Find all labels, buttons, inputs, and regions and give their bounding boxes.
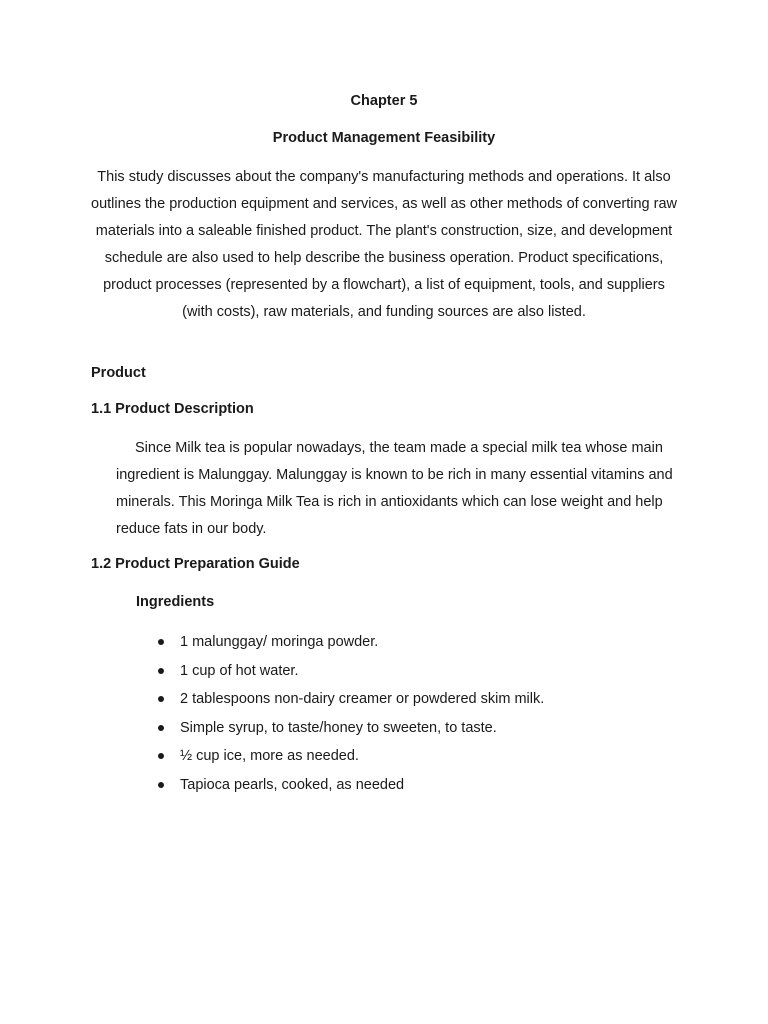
bullet-icon [158,753,164,759]
bullet-icon [158,668,164,674]
bullet-icon [158,639,164,645]
bullet-icon [158,696,164,702]
list-item [156,657,544,686]
bullet-icon [158,725,164,731]
list-item [156,685,544,714]
subsection-heading-preparation-guide: 1.2 Product Preparation Guide [91,556,300,572]
ingredient-text: Tapioca pearls, cooked, as needed [180,776,405,793]
ingredient-text: Simple syrup, to taste/honey to sweeten, to taste. [180,719,497,736]
ingredient-text: 1 malunggay/ moringa powder. [180,634,379,650]
chapter-heading: Chapter 5 [350,93,418,109]
list-item [156,628,544,657]
ingredient-text: 1 cup of hot water. [180,662,299,679]
document-title: Product Management Feasibility [272,130,496,146]
list-item [156,714,544,743]
product-description-paragraph: Since Milk tea is popular nowadays, the team made a special milk tea whose main ingredient is Malunggay. Malunggay is known to be rich in many essential vitamins and minerals. This Moringa Milk Tea is rich in antioxidants which can lose weight and help reduce fats in our body. [116,440,673,537]
ingredients-list [156,628,544,799]
section-heading-product: Product [91,365,146,381]
ingredient-text: ½ cup ice, more as needed. [180,748,359,764]
ingredients-heading: Ingredients [136,594,215,610]
bullet-icon [158,782,164,788]
list-item [156,742,544,771]
list-item [156,771,544,800]
subsection-heading-product-description: 1.1 Product Description [91,401,254,417]
ingredient-text: 2 tablespoons non-dairy creamer or powdered skim milk. [180,691,545,707]
intro-paragraph: This study discusses about the company's manufacturing methods and operations. It also outlines the production equipment and services, as well as other methods of converting raw materials into a saleable finished product. The plant's construction, size, and development schedule are also used to help describe the business operation. Product specifications, product processes (represented by a flowchart), a list of equipment, tools, and suppliers (with costs), raw materials, and funding sources are also listed. [91,169,677,320]
